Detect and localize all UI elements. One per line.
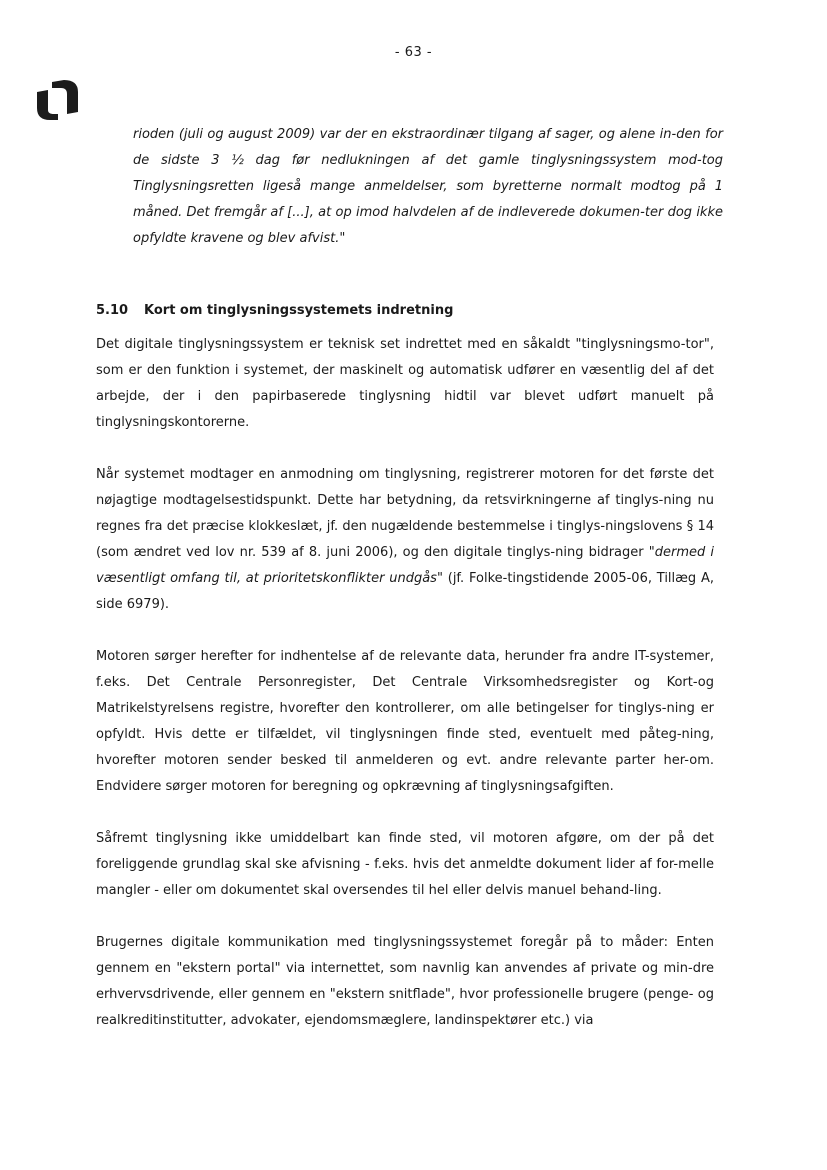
paragraph-5: Brugernes digitale kommunikation med tinglysningssystemet foregår på to måder: Enten gennem en "ekstern portal" via internettet, som navnlig kan anvendes af private og min-dre erhvervsdrivende, eller gennem en "ekstern snitflade", hvor professionelle brugere (penge- og realkreditinstitutter, advokater, ejendomsmæglere, landinspektører etc.) via [96,935,714,1028]
paragraph-4: Såfremt tinglysning ikke umiddelbart kan finde sted, vil motoren afgøre, om der på det foreliggende grundlag skal ske afvisning - f.eks. hvis det anmeldte dokument lider af for-melle mangler - eller om dokumentet skal oversendes til hel eller delvis manuel behand-ling. [96,831,714,898]
logo-mark-right [52,80,78,114]
paragraph-1: Det digitale tinglysningssystem er teknisk set indrettet med en såkaldt "tinglysningsmo-tor", som er den funktion i systemet, der maskinelt og automatisk udfører en væsentlig del af det arbejde, der i den papirbaserede tinglysning hidtil var blevet udført manuelt på tinglysningskontorerne. [96,337,714,430]
page-number: - 63 - [394,45,433,60]
section-title: Kort om tinglysningssystemets indretning [144,303,454,318]
paragraph-3: Motoren sørger herefter for indhentelse af de relevante data, herunder fra andre IT-systemer, f.eks. Det Centrale Personregister, Det Centrale Virksomhedsregister og Kort-og Matrikelstyrelsens registre, hvorefter den kontrollerer, om alle betingelser for tinglys-ning er opfyldt. Hvis dette er tilfældet, vil tinglysningen finde sted, eventuelt med påteg-ning, hvorefter motoren sender besked til anmelderen og evt. andre relevante parter her-om. Endvidere sørger motoren for beregning og opkrævning af tinglysningsafgiften. [96,649,714,794]
section-number: 5.10 [96,303,129,318]
block-quote: rioden (juli og august 2009) var der en ekstraordinær tilgang af sager, og alene in-den for de sidste 3 ½ dag før nedlukningen af det gamle tinglysningssystem mod-tog Tinglysningsretten ligeså mange anmeldelser, som byretterne normalt modtog på 1 måned. Det fremgår af [...], at op imod halvdelen af de indleverede dokumen-ter dog ikke opfyldte kravene og blev afvist." [133,127,723,246]
logo-mark-icon [36,80,78,120]
paragraph-2 [96,462,714,618]
section-heading [96,298,453,324]
logo-mark-svg [36,80,78,120]
paragraph-2-start: Når systemet modtager en anmodning om tinglysning, registrerer motoren for det første det nøjagtige modtagelsestidspunkt. Dette har betydning, da retsvirkningerne af tinglys-ning nu regnes fra det præcise klokkeslæt, jf. den nugældende bestemmelse i tinglys-ningslovens § 14 (som ændret ved lov nr. 539 af 8. juni 2006), og den digitale tinglys-ning bidrager " [96,467,714,560]
logo-mark-left [37,90,58,120]
body-text [96,332,714,1060]
paragraph-2-end: " (jf. Folke-tingstidende 2005-06, Tillæg A, side 6979). [96,571,714,612]
paragraph-2-quote: dermed i væsentligt omfang til, at prioritetskonflikter undgås [96,545,714,586]
